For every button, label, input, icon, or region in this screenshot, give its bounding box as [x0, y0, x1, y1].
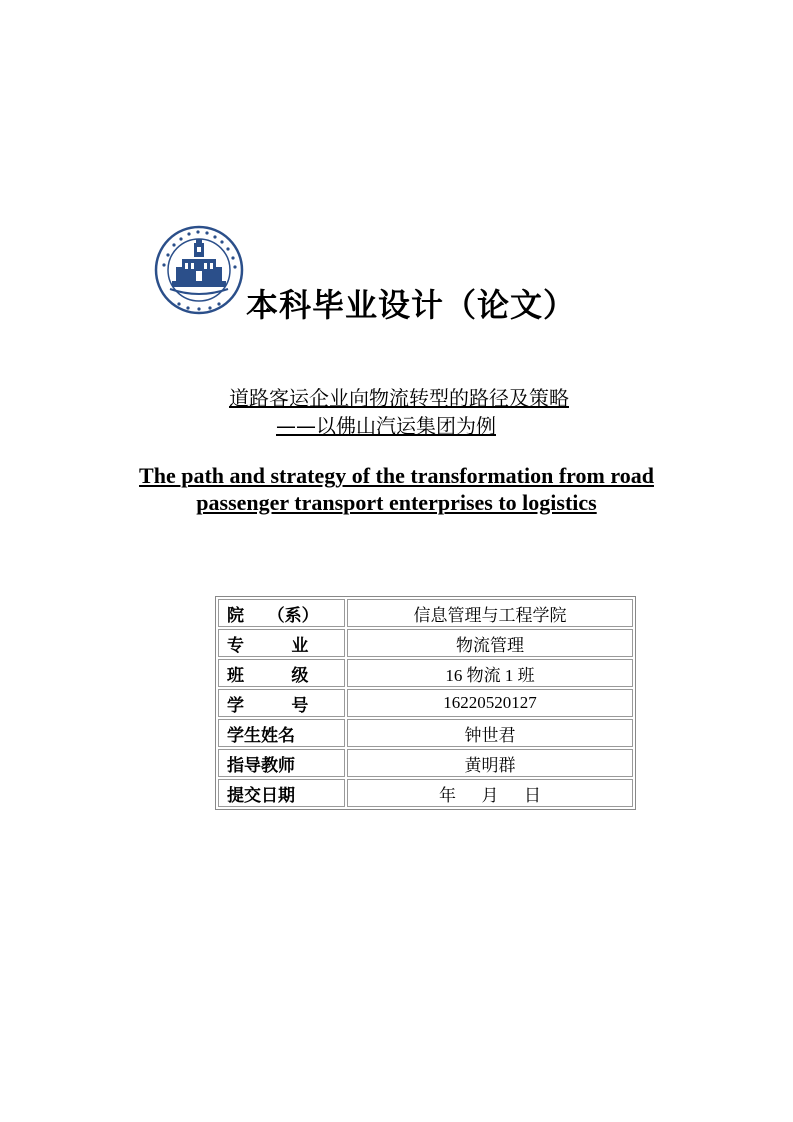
advisor-value: 黄明群: [347, 749, 633, 777]
student-name-value: 钟世君: [347, 719, 633, 747]
chinese-title-line-2: ——以佛山汽运集团为例: [276, 414, 496, 438]
class-value: 16 物流 1 班: [347, 659, 633, 687]
table-row: [218, 659, 633, 687]
table-row: [218, 689, 633, 717]
table-row: [218, 599, 633, 627]
submit-date-label: 提交日期: [218, 779, 345, 807]
english-title-line-1: The path and strategy of the transformation from road: [139, 463, 654, 488]
class-label: 班 级: [218, 659, 345, 687]
department-label: 院 （系）: [218, 599, 345, 627]
student-id-label: 学 号: [218, 689, 345, 717]
table-row: [218, 629, 633, 657]
department-value: 信息管理与工程学院: [347, 599, 633, 627]
major-value: 物流管理: [347, 629, 633, 657]
university-logo: [154, 225, 244, 315]
table-row: [218, 779, 633, 807]
main-title: 本科毕业设计（论文）: [246, 286, 577, 324]
advisor-label: 指导教师: [218, 749, 345, 777]
english-title-line-2: passenger transport enterprises to logistics: [196, 490, 597, 515]
table-row: [218, 749, 633, 777]
major-label: 专 业: [218, 629, 345, 657]
student-name-label: 学生姓名: [218, 719, 345, 747]
chinese-title-line-1: 道路客运企业向物流转型的路径及策略: [229, 386, 569, 410]
info-table: [215, 596, 636, 810]
submit-date-value: 年 月 日: [347, 779, 633, 807]
student-id-value: 16220520127: [347, 689, 633, 717]
table-row: [218, 719, 633, 747]
